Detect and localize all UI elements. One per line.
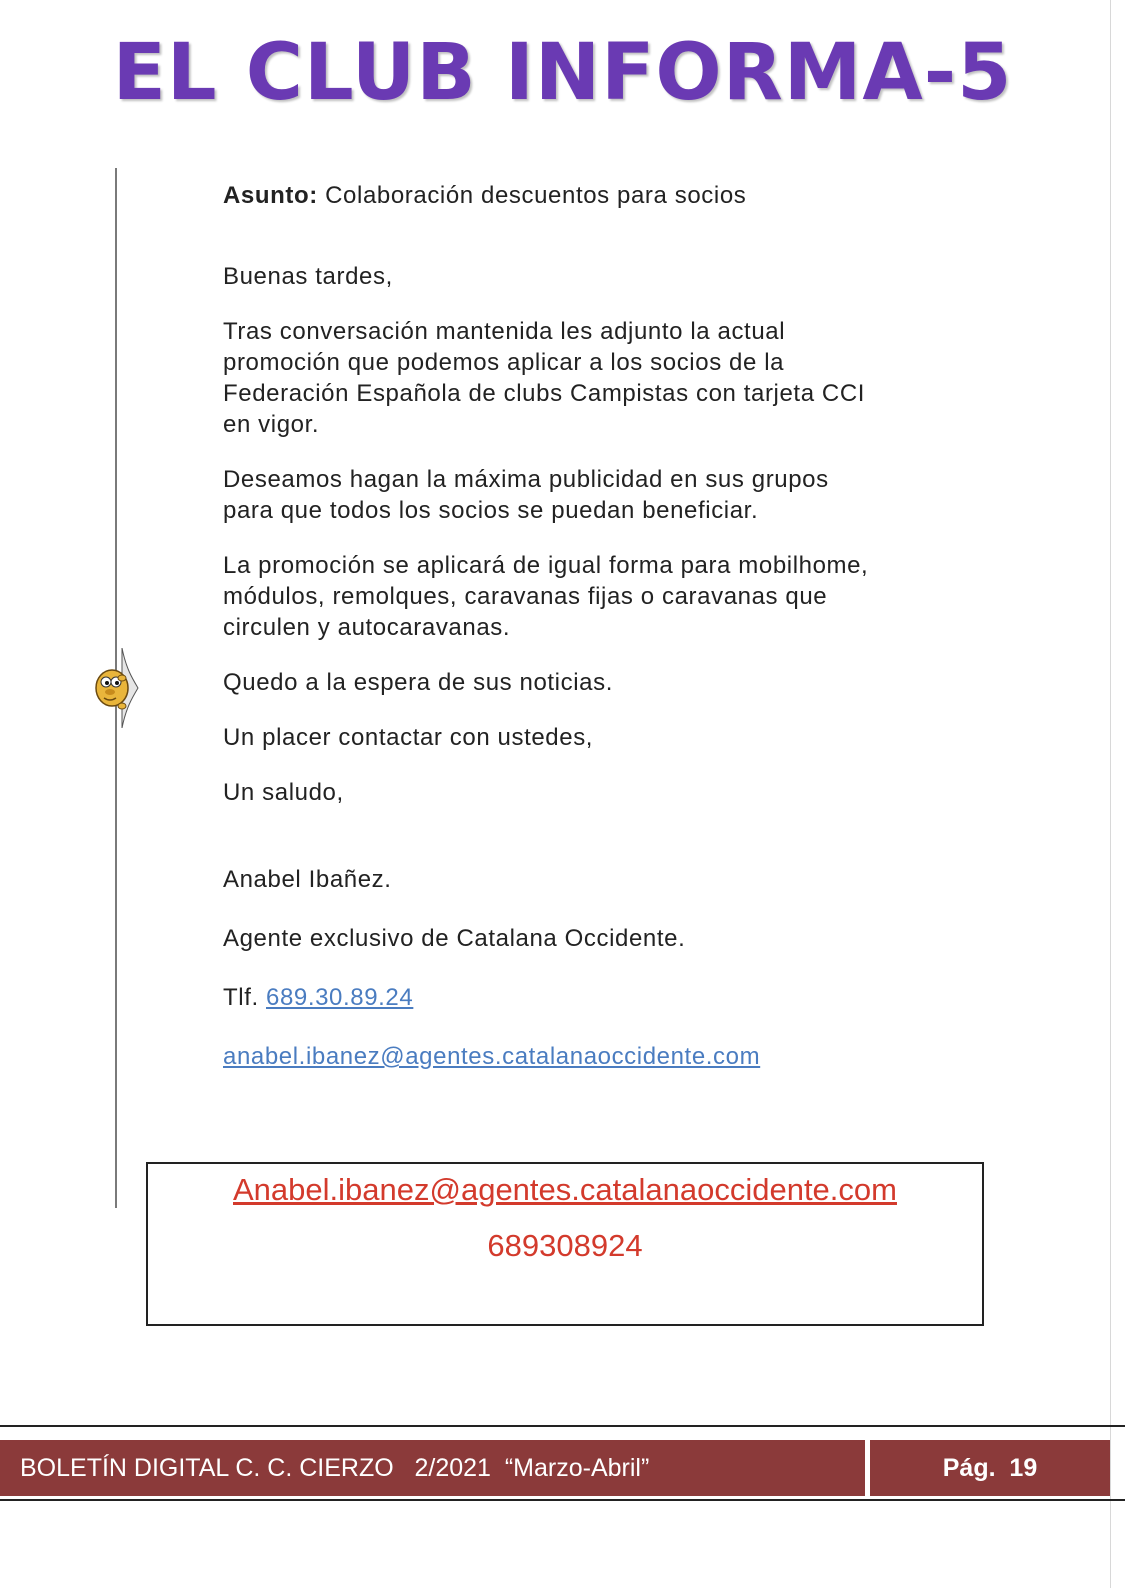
footer-rule	[0, 1499, 1125, 1501]
paragraph: La promoción se aplicará de igual forma para mobilhome, módulos, remolques, caravanas fijas o caravanas que circulen y autocaravanas.	[223, 552, 869, 641]
email-link[interactable]: anabel.ibanez@agentes.catalanaoccidente.com	[223, 1043, 761, 1070]
peeking-character-icon	[92, 648, 140, 728]
contact-email-link[interactable]: Anabel.ibanez@agentes.catalanaoccidente.com	[233, 1172, 897, 1207]
closing: Un saludo,	[223, 779, 344, 806]
subject-text: Colaboración descuentos para socios	[317, 182, 747, 209]
signature-name: Anabel Ibañez.	[223, 866, 392, 893]
contact-box	[146, 1162, 984, 1326]
phone-label: Tlf.	[223, 984, 266, 1011]
contact-phone: 689308924	[487, 1228, 643, 1263]
paragraph: Deseamos hagan la máxima publicidad en sus grupos para que todos los socios se puedan beneficiar.	[223, 466, 829, 524]
greeting: Buenas tardes,	[223, 263, 393, 290]
paragraph: Quedo a la espera de sus noticias.	[223, 669, 613, 696]
signature-email	[223, 1041, 873, 1072]
page-edge	[1110, 0, 1111, 1588]
page-title: EL CLUB INFORMA-5	[112, 28, 1013, 118]
paragraph: Un placer contactar con ustedes,	[223, 724, 594, 751]
footer-rule	[0, 1425, 1125, 1427]
phone-link[interactable]: 689.30.89.24	[266, 984, 414, 1011]
signature-phone	[223, 982, 873, 1013]
email-subject	[223, 180, 873, 211]
signature-role: Agente exclusivo de Catalana Occidente.	[223, 925, 686, 952]
footer-bulletin-label: BOLETÍN DIGITAL C. C. CIERZO 2/2021 “Marzo-Abril”	[0, 1440, 865, 1496]
paragraph: Tras conversación mantenida les adjunto la actual promoción que podemos aplicar a los socios de la Federación Española de clubs Campistas con tarjeta CCI en vigor.	[223, 318, 866, 438]
subject-label: Asunto:	[223, 182, 318, 209]
email-body	[223, 180, 873, 1100]
footer-page-number: Pág. 19	[870, 1440, 1110, 1496]
